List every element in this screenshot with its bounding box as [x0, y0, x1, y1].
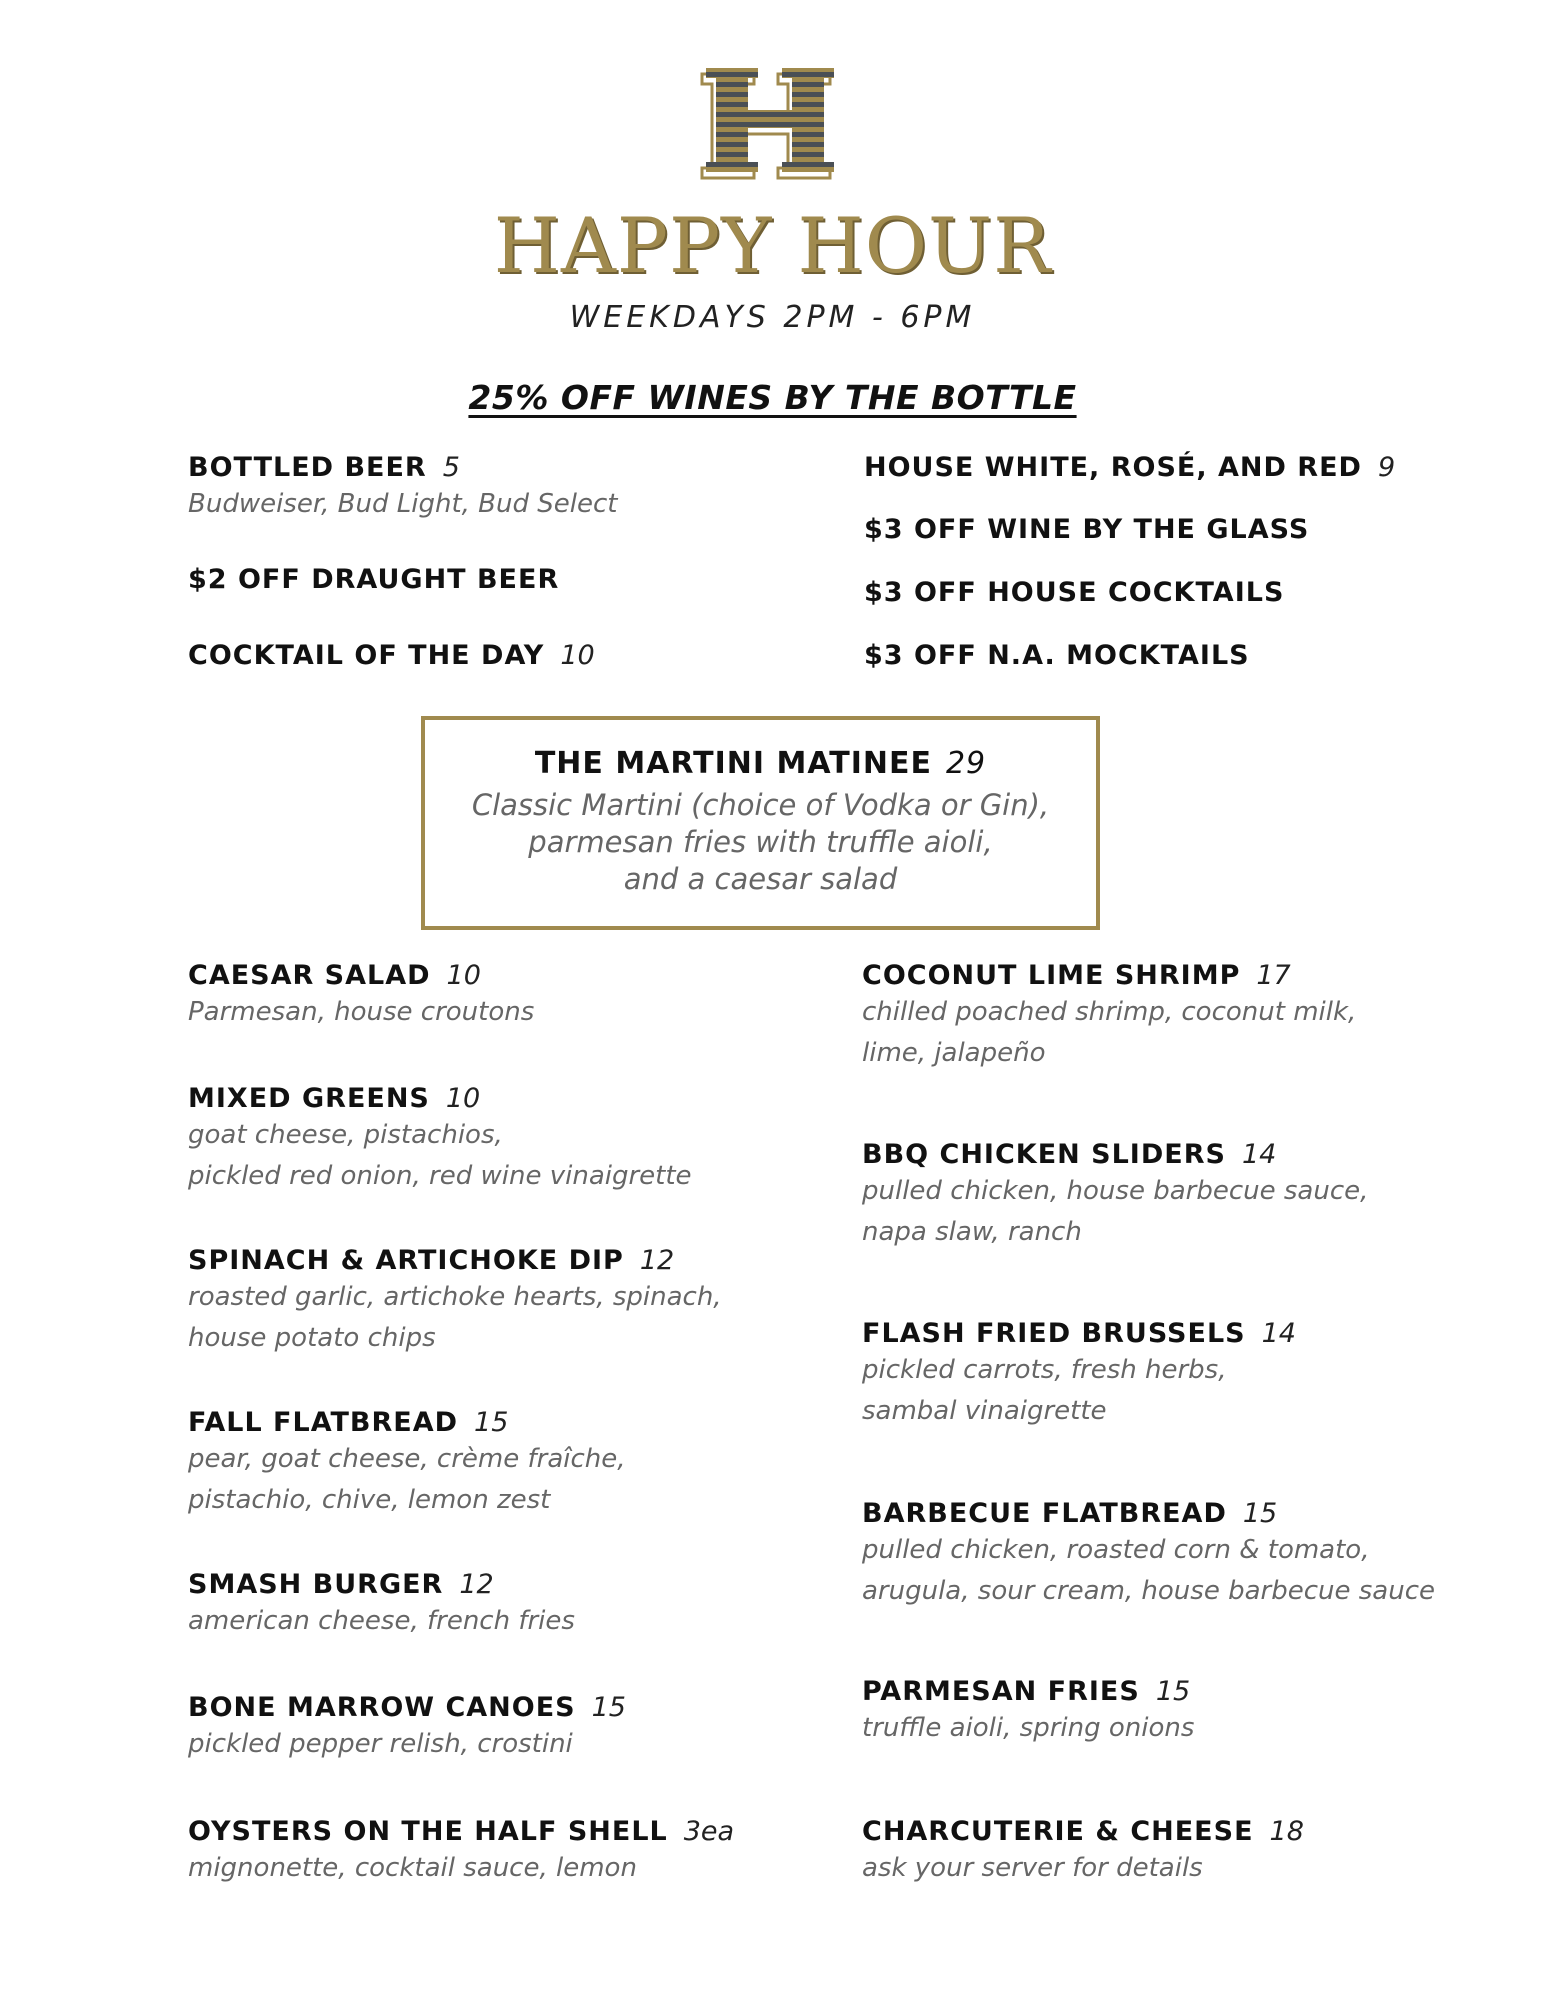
item-description: napa slaw, ranch [862, 1217, 1082, 1247]
menu-item [188, 1692, 626, 1764]
item-name: FLASH FRIED BRUSSELS [862, 1318, 1246, 1349]
item-name: COCKTAIL OF THE DAY [188, 640, 545, 671]
item-price: 17 [1256, 960, 1291, 991]
item-description: mignonette, cocktail sauce, lemon [188, 1853, 637, 1883]
menu-item [864, 577, 1284, 608]
item-name: BONE MARROW CANOES [188, 1692, 576, 1723]
item-price: 12 [639, 1245, 675, 1276]
item-price: 10 [446, 960, 481, 991]
item-description: arugula, sour cream, house barbecue sauce [862, 1576, 1436, 1606]
item-description: ask your server for details [862, 1853, 1203, 1883]
item-description: pickled red onion, red wine vinaigrette [188, 1161, 692, 1191]
item-name: BARBECUE FLATBREAD [862, 1498, 1227, 1529]
menu-item [188, 1407, 626, 1520]
item-description: pulled chicken, house barbecue sauce, [862, 1176, 1369, 1206]
menu-item [862, 1676, 1194, 1748]
h-monogram-logo [700, 62, 840, 180]
featured-name: THE MARTINI MATINEE [534, 746, 932, 781]
item-name: HOUSE WHITE, ROSÉ, AND RED [864, 452, 1362, 483]
item-name: BOTTLED BEER [188, 452, 427, 483]
item-price: 10 [560, 640, 595, 671]
item-name: OYSTERS ON THE HALF SHELL [188, 1816, 668, 1847]
item-name: PARMESAN FRIES [862, 1676, 1140, 1707]
item-name: COCONUT LIME SHRIMP [862, 960, 1241, 991]
item-price: 3ea [683, 1816, 735, 1847]
menu-item [862, 1816, 1304, 1888]
menu-item [188, 960, 534, 1032]
menu-item [864, 514, 1309, 545]
item-price: 15 [1242, 1498, 1278, 1529]
featured-description-line: and a caesar salad [623, 862, 898, 896]
menu-item [864, 640, 1250, 671]
menu-item [864, 452, 1395, 483]
item-description: house potato chips [188, 1323, 436, 1353]
menu-item [188, 1245, 722, 1358]
item-name: MIXED GREENS [188, 1083, 430, 1114]
item-name: BBQ CHICKEN SLIDERS [862, 1139, 1226, 1170]
item-price: 15 [1155, 1676, 1191, 1707]
item-description: pickled pepper relish, crostini [188, 1729, 573, 1759]
page-title: HAPPY HOUR [493, 201, 1052, 290]
item-price: 9 [1377, 452, 1396, 483]
item-description: pulled chicken, roasted corn & tomato, [862, 1535, 1370, 1565]
item-price: 14 [1241, 1139, 1277, 1170]
item-description: Budweiser, Bud Light, Bud Select [188, 489, 618, 519]
item-description: pistachio, chive, lemon zest [188, 1485, 551, 1515]
item-description: truffle aioli, spring onions [862, 1713, 1195, 1743]
item-price: 18 [1269, 1816, 1304, 1847]
item-name: FALL FLATBREAD [188, 1407, 459, 1438]
featured-price: 29 [945, 746, 987, 781]
item-price: 15 [591, 1692, 626, 1723]
menu-item [188, 1083, 692, 1196]
item-name: CAESAR SALAD [188, 960, 431, 991]
menu-item [862, 960, 1356, 1073]
item-description: american cheese, french fries [188, 1606, 575, 1636]
item-name: $2 OFF DRAUGHT BEER [188, 564, 560, 595]
menu-item [188, 564, 559, 595]
item-description: pickled carrots, fresh herbs, [862, 1355, 1227, 1385]
happy-hour-times: WEEKDAYS 2PM - 6PM [569, 300, 976, 335]
featured-description-line: Classic Martini (choice of Vodka or Gin), [471, 788, 1050, 822]
item-description: lime, jalapeño [862, 1038, 1046, 1068]
featured-special-box [421, 716, 1100, 930]
menu-item [188, 1816, 734, 1888]
item-name: $3 OFF WINE BY THE GLASS [864, 514, 1310, 545]
item-name: CHARCUTERIE & CHEESE [862, 1816, 1254, 1847]
wine-bottle-promo: 25% OFF WINES BY THE BOTTLE [468, 378, 1077, 417]
menu-item [188, 1569, 575, 1641]
item-description: chilled poached shrimp, coconut milk, [862, 997, 1357, 1027]
item-price: 14 [1261, 1318, 1296, 1349]
item-price: 5 [442, 452, 460, 483]
item-name: $3 OFF HOUSE COCKTAILS [864, 577, 1285, 608]
menu-item [188, 640, 595, 671]
item-name: $3 OFF N.A. MOCKTAILS [864, 640, 1250, 671]
menu-item [862, 1498, 1435, 1611]
item-description: Parmesan, house croutons [188, 997, 535, 1027]
item-description: sambal vinaigrette [862, 1396, 1107, 1426]
featured-description-line: parmesan fries with truffle aioli, [528, 825, 993, 859]
item-description: pear, goat cheese, crème fraîche, [188, 1444, 626, 1474]
menu-item [862, 1139, 1368, 1252]
item-description: roasted garlic, artichoke hearts, spinach, [188, 1282, 722, 1312]
menu-item [862, 1318, 1296, 1431]
item-name: SMASH BURGER [188, 1569, 444, 1600]
menu-item [188, 452, 617, 524]
item-price: 15 [474, 1407, 509, 1438]
item-description: goat cheese, pistachios, [188, 1120, 503, 1150]
item-price: 10 [445, 1083, 481, 1114]
item-name: SPINACH & ARTICHOKE DIP [188, 1245, 624, 1276]
item-price: 12 [459, 1569, 494, 1600]
